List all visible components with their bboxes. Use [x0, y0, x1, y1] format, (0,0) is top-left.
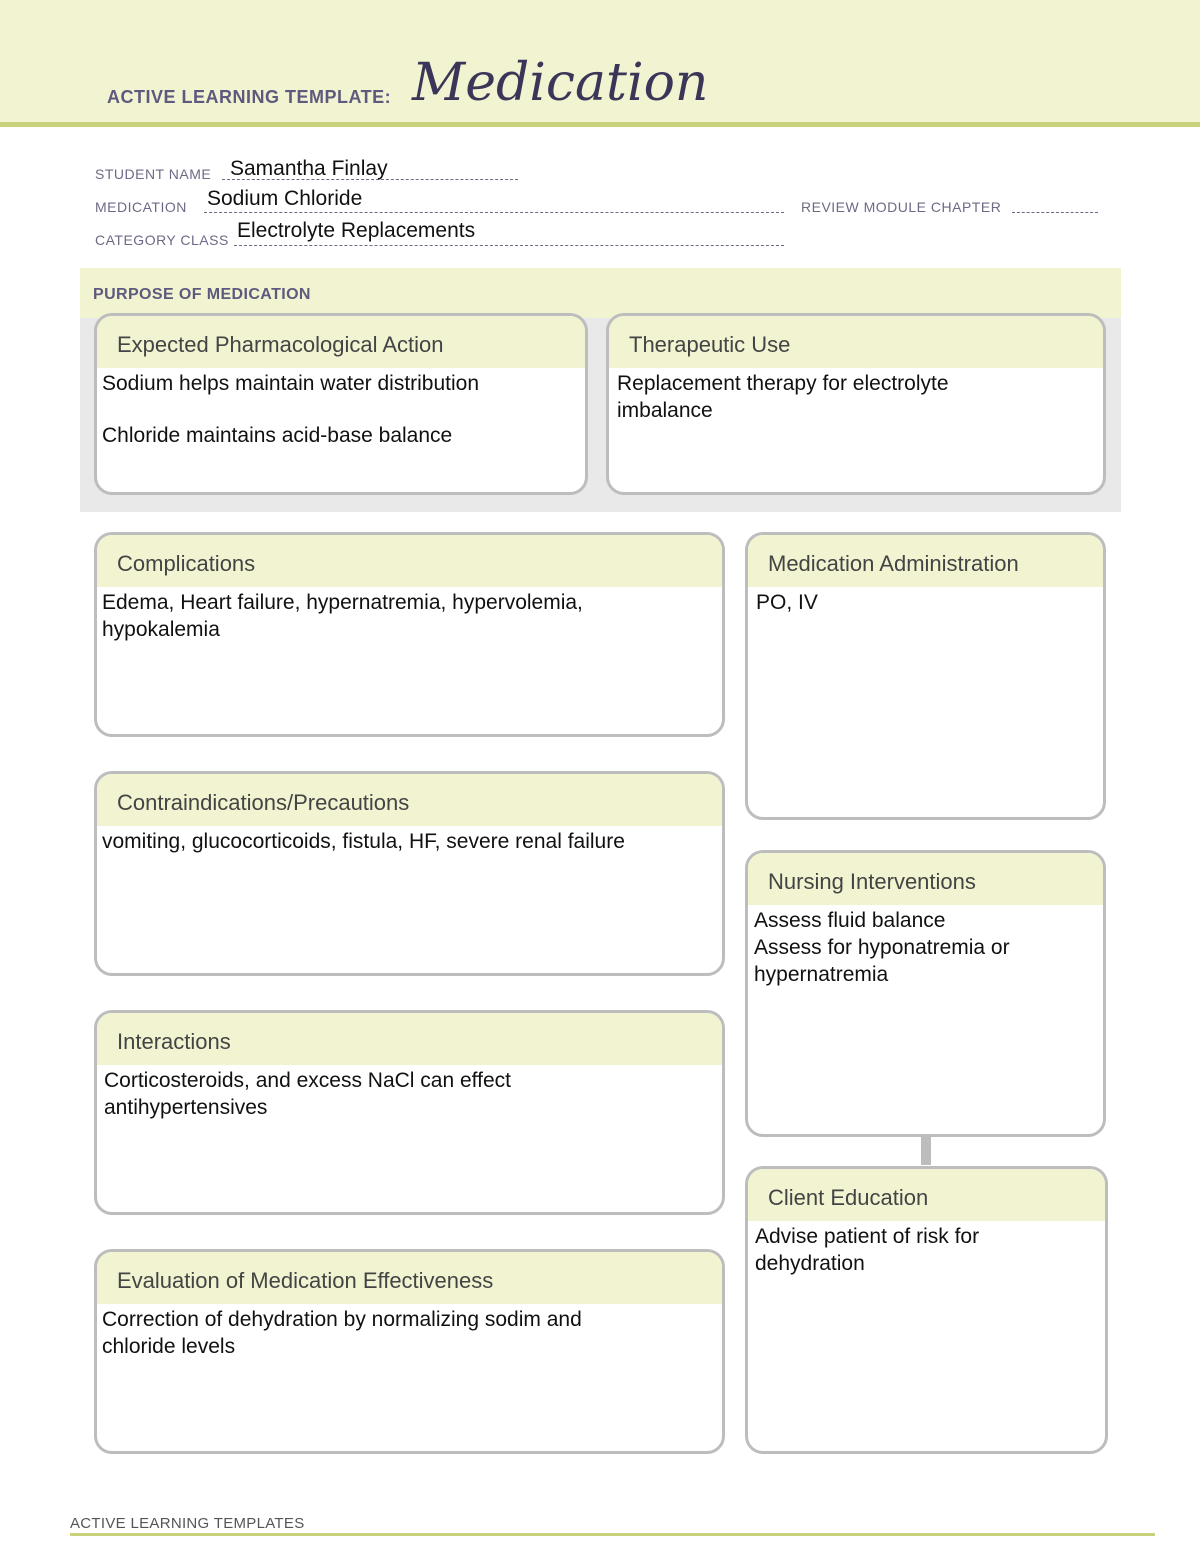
administration-title: Medication Administration — [748, 535, 1103, 587]
complications-line-1: Edema, Heart failure, hypernatremia, hypervolemia, hypokalemia — [102, 591, 583, 641]
footer-label: ACTIVE LEARNING TEMPLATES — [70, 1515, 305, 1532]
education-box[interactable] — [745, 1166, 1108, 1454]
interactions-title: Interactions — [97, 1013, 722, 1065]
therapeutic-use-line-1: Replacement therapy for electrolyte imbalance — [617, 372, 949, 422]
contraindications-title: Contraindications/Precautions — [97, 774, 722, 826]
medication-field[interactable]: Sodium Chloride — [207, 187, 363, 210]
complications-title: Complications — [97, 535, 722, 587]
connector-bar — [921, 1135, 931, 1165]
complications-body — [97, 587, 722, 643]
administration-box[interactable] — [745, 532, 1106, 820]
student-name-label: STUDENT NAME — [95, 166, 212, 182]
therapeutic-use-box[interactable] — [606, 313, 1106, 495]
nursing-line-2: Assess for hyponatremia or hypernatremia — [754, 936, 1010, 986]
template-label: ACTIVE LEARNING TEMPLATE: — [107, 87, 392, 107]
interactions-box[interactable] — [94, 1010, 725, 1215]
nursing-line-1: Assess fluid balance — [754, 909, 946, 932]
footer-rule — [70, 1533, 1155, 1536]
evaluation-line-1: Correction of dehydration by normalizing sodim and chloride levels — [102, 1308, 582, 1358]
interactions-line-1: Corticosteroids, and excess NaCl can effect antihypertensives — [104, 1069, 511, 1119]
purpose-label: PURPOSE OF MEDICATION — [93, 286, 311, 303]
expected-action-line-2: Chloride maintains acid-base balance — [102, 424, 453, 447]
contraindications-body — [97, 826, 722, 855]
administration-body — [748, 587, 1103, 616]
evaluation-body — [97, 1304, 722, 1360]
contraindications-line-1: vomiting, glucocorticoids, fistula, HF, severe renal failure — [102, 830, 625, 853]
expected-action-box[interactable] — [94, 313, 588, 495]
administration-line-1: PO, IV — [756, 591, 818, 614]
nursing-title: Nursing Interventions — [748, 853, 1103, 905]
nursing-body — [748, 905, 1103, 988]
education-title: Client Education — [748, 1169, 1105, 1221]
therapeutic-use-title: Therapeutic Use — [609, 316, 1103, 368]
page-title: Medication — [412, 53, 709, 113]
therapeutic-use-body — [609, 368, 1103, 424]
review-module-label: REVIEW MODULE CHAPTER — [801, 199, 1002, 215]
medication-label: MEDICATION — [95, 199, 187, 215]
evaluation-title: Evaluation of Medication Effectiveness — [97, 1252, 722, 1304]
expected-action-title: Expected Pharmacological Action — [97, 316, 585, 368]
expected-action-body — [97, 368, 585, 449]
nursing-box[interactable] — [745, 850, 1106, 1137]
category-class-field[interactable]: Electrolyte Replacements — [237, 219, 476, 242]
evaluation-box[interactable] — [94, 1249, 725, 1454]
education-line-1: Advise patient of risk for dehydration — [755, 1225, 980, 1275]
header-rule — [0, 122, 1200, 127]
contraindications-box[interactable] — [94, 771, 725, 976]
education-body — [748, 1221, 1105, 1277]
student-name-field[interactable]: Samantha Finlay — [230, 157, 388, 180]
category-class-label: CATEGORY CLASS — [95, 232, 229, 248]
interactions-body — [97, 1065, 722, 1121]
expected-action-line-1: Sodium helps maintain water distribution — [102, 372, 480, 395]
review-module-line — [1012, 199, 1098, 213]
complications-box[interactable] — [94, 532, 725, 737]
